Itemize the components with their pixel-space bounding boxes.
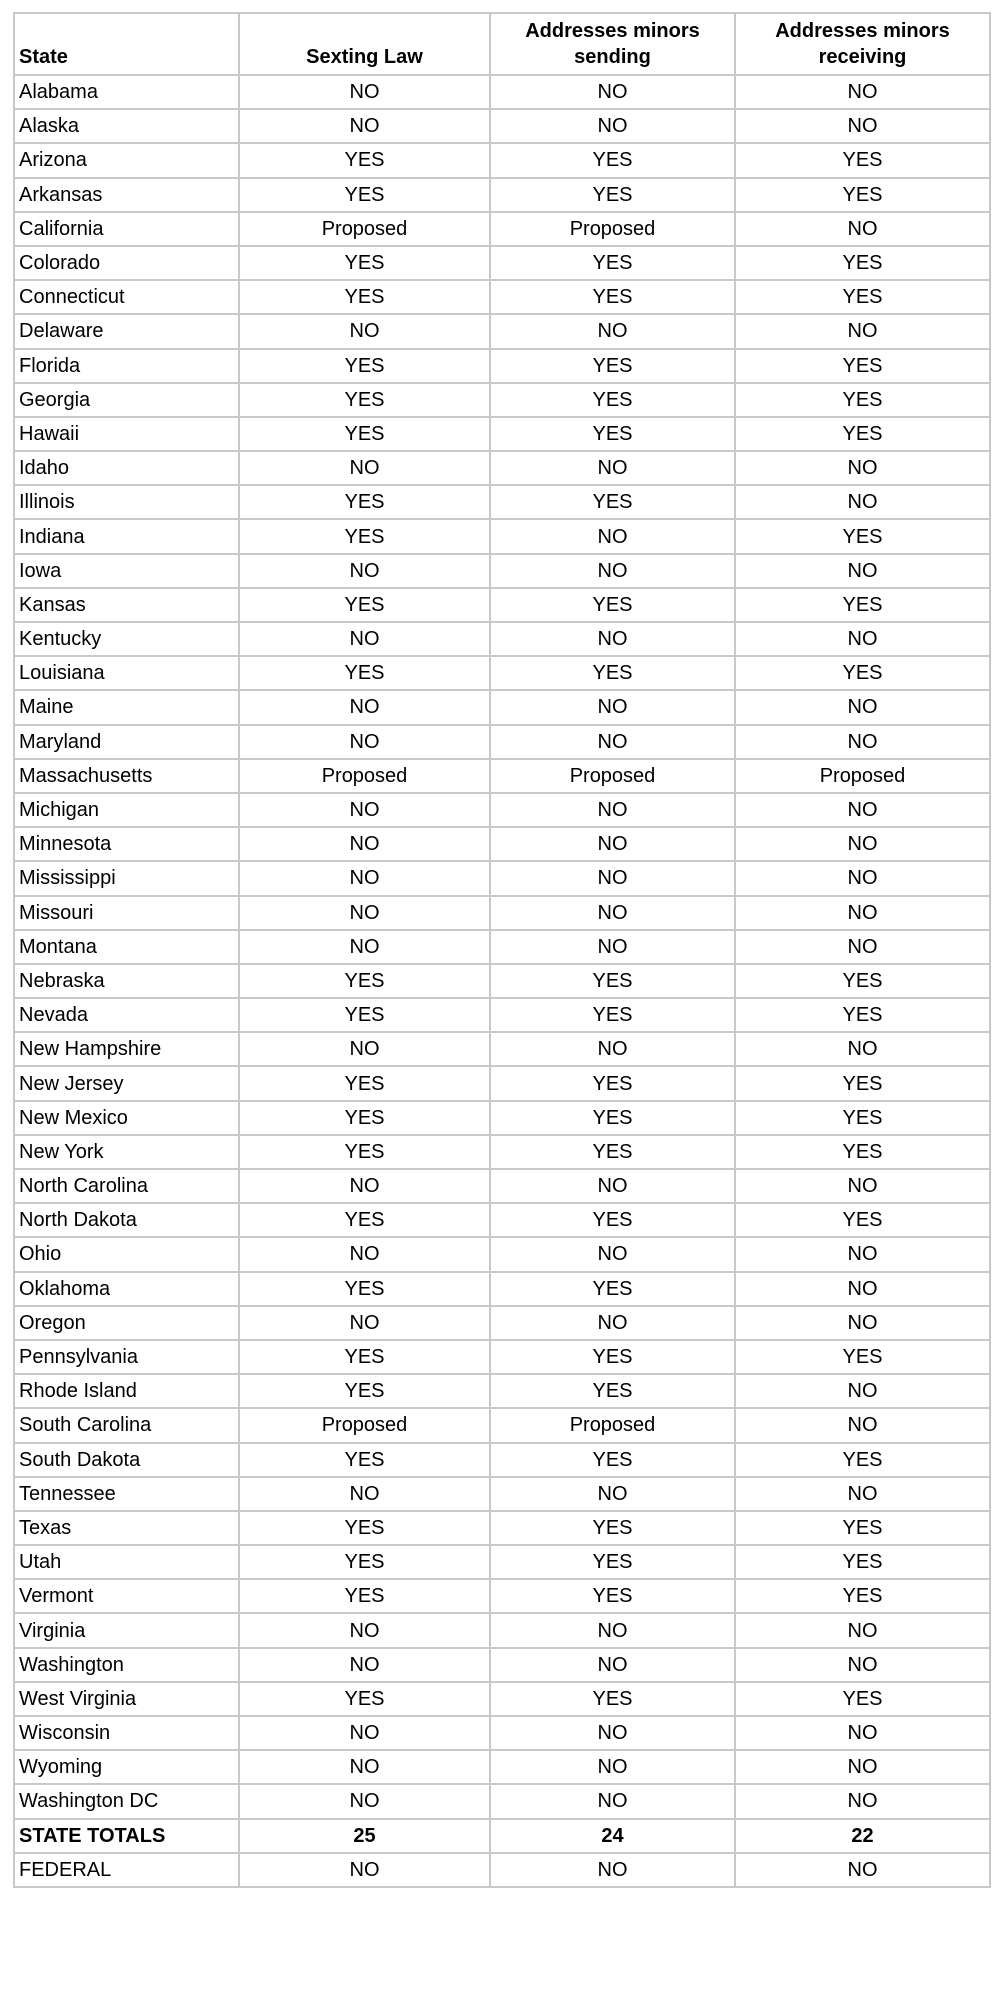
- minors-sending-cell: NO: [490, 1750, 735, 1784]
- table-row: [14, 246, 990, 280]
- state-cell: Kansas: [14, 588, 239, 622]
- minors-sending-cell: YES: [490, 1066, 735, 1100]
- minors-sending-cell: YES: [490, 485, 735, 519]
- table-row: [14, 1545, 990, 1579]
- sexting-law-cell: YES: [239, 1545, 490, 1579]
- table-row: [14, 622, 990, 656]
- table-row: [14, 1511, 990, 1545]
- state-cell: Arkansas: [14, 178, 239, 212]
- minors-sending-cell: NO: [490, 451, 735, 485]
- minors-sending-cell: YES: [490, 964, 735, 998]
- state-cell: Kentucky: [14, 622, 239, 656]
- table-row: [14, 212, 990, 246]
- minors-sending-cell: YES: [490, 1579, 735, 1613]
- minors-receiving-cell: NO: [735, 1272, 990, 1306]
- table-row: [14, 1477, 990, 1511]
- minors-sending-cell: NO: [490, 314, 735, 348]
- minors-receiving-cell: Proposed: [735, 759, 990, 793]
- table-row: [14, 1408, 990, 1442]
- table-row: [14, 109, 990, 143]
- minors-sending-cell: NO: [490, 1169, 735, 1203]
- minors-receiving-cell: NO: [735, 861, 990, 895]
- sexting-law-cell: YES: [239, 349, 490, 383]
- minors-sending-cell: YES: [490, 1682, 735, 1716]
- table-row: [14, 998, 990, 1032]
- minors-sending-cell: NO: [490, 1613, 735, 1647]
- table-row: [14, 1066, 990, 1100]
- table-row: [14, 417, 990, 451]
- minors-sending-cell: NO: [490, 861, 735, 895]
- state-cell: Washington: [14, 1648, 239, 1682]
- sexting-law-cell: YES: [239, 1066, 490, 1100]
- sexting-law-cell: NO: [239, 930, 490, 964]
- minors-receiving-cell: NO: [735, 1477, 990, 1511]
- sexting-law-cell: NO: [239, 725, 490, 759]
- state-cell: North Dakota: [14, 1203, 239, 1237]
- minors-sending-cell: NO: [490, 1477, 735, 1511]
- minors-receiving-cell: YES: [735, 246, 990, 280]
- minors-receiving-cell: NO: [735, 1169, 990, 1203]
- table-row: [14, 1101, 990, 1135]
- sexting-law-cell: NO: [239, 1237, 490, 1271]
- minors-receiving-cell: YES: [735, 1545, 990, 1579]
- federal-label: FEDERAL: [14, 1853, 239, 1887]
- minors-receiving-cell: YES: [735, 417, 990, 451]
- table-row: [14, 827, 990, 861]
- minors-receiving-cell: NO: [735, 1306, 990, 1340]
- minors-receiving-cell: YES: [735, 1443, 990, 1477]
- minors-sending-cell: YES: [490, 383, 735, 417]
- sexting-law-cell: NO: [239, 1716, 490, 1750]
- state-cell: Connecticut: [14, 280, 239, 314]
- minors-receiving-cell: YES: [735, 383, 990, 417]
- totals-minors-sending: 24: [490, 1819, 735, 1853]
- sexting-law-table-container: [13, 12, 991, 1888]
- minors-receiving-cell: YES: [735, 1682, 990, 1716]
- state-cell: Alaska: [14, 109, 239, 143]
- sexting-law-cell: Proposed: [239, 212, 490, 246]
- state-cell: New Jersey: [14, 1066, 239, 1100]
- table-row: [14, 314, 990, 348]
- table-row: [14, 725, 990, 759]
- minors-sending-cell: Proposed: [490, 759, 735, 793]
- table-row: [14, 143, 990, 177]
- state-cell: South Dakota: [14, 1443, 239, 1477]
- minors-receiving-cell: YES: [735, 964, 990, 998]
- state-cell: Alabama: [14, 75, 239, 109]
- state-cell: New York: [14, 1135, 239, 1169]
- state-cell: Nebraska: [14, 964, 239, 998]
- sexting-law-cell: Proposed: [239, 1408, 490, 1442]
- minors-receiving-cell: NO: [735, 690, 990, 724]
- state-cell: South Carolina: [14, 1408, 239, 1442]
- sexting-law-cell: NO: [239, 451, 490, 485]
- minors-sending-cell: YES: [490, 1545, 735, 1579]
- state-cell: Idaho: [14, 451, 239, 485]
- state-cell: Colorado: [14, 246, 239, 280]
- state-cell: Iowa: [14, 554, 239, 588]
- minors-sending-cell: NO: [490, 75, 735, 109]
- table-row: [14, 1203, 990, 1237]
- sexting-law-cell: YES: [239, 1511, 490, 1545]
- table-row: [14, 1750, 990, 1784]
- minors-sending-cell: NO: [490, 827, 735, 861]
- header-minors-receiving: Addresses minors receiving: [735, 13, 990, 75]
- sexting-law-cell: YES: [239, 417, 490, 451]
- minors-receiving-cell: YES: [735, 1066, 990, 1100]
- state-cell: Florida: [14, 349, 239, 383]
- header-sexting-law: Sexting Law: [239, 13, 490, 75]
- sexting-law-cell: YES: [239, 1135, 490, 1169]
- minors-receiving-cell: YES: [735, 143, 990, 177]
- table-row: [14, 1374, 990, 1408]
- minors-sending-cell: NO: [490, 793, 735, 827]
- minors-receiving-cell: NO: [735, 451, 990, 485]
- state-cell: Virginia: [14, 1613, 239, 1647]
- table-row: [14, 690, 990, 724]
- minors-receiving-cell: YES: [735, 998, 990, 1032]
- state-cell: Minnesota: [14, 827, 239, 861]
- minors-receiving-cell: NO: [735, 212, 990, 246]
- table-row: [14, 1716, 990, 1750]
- table-row: [14, 1169, 990, 1203]
- table-row: [14, 519, 990, 553]
- sexting-law-cell: NO: [239, 1613, 490, 1647]
- state-cell: Delaware: [14, 314, 239, 348]
- minors-sending-cell: NO: [490, 1648, 735, 1682]
- state-cell: Oklahoma: [14, 1272, 239, 1306]
- minors-receiving-cell: YES: [735, 519, 990, 553]
- state-cell: Wisconsin: [14, 1716, 239, 1750]
- minors-sending-cell: NO: [490, 930, 735, 964]
- table-row: [14, 485, 990, 519]
- table-row: [14, 1579, 990, 1613]
- header-state: State: [14, 13, 239, 75]
- table-row: [14, 1784, 990, 1818]
- sexting-law-cell: NO: [239, 1477, 490, 1511]
- state-cell: West Virginia: [14, 1682, 239, 1716]
- minors-sending-cell: YES: [490, 417, 735, 451]
- sexting-law-cell: NO: [239, 314, 490, 348]
- minors-receiving-cell: NO: [735, 1613, 990, 1647]
- minors-receiving-cell: NO: [735, 1032, 990, 1066]
- minors-sending-cell: YES: [490, 656, 735, 690]
- minors-sending-cell: NO: [490, 1784, 735, 1818]
- minors-receiving-cell: NO: [735, 827, 990, 861]
- state-cell: Arizona: [14, 143, 239, 177]
- totals-sexting-law: 25: [239, 1819, 490, 1853]
- minors-receiving-cell: NO: [735, 1374, 990, 1408]
- sexting-law-cell: YES: [239, 656, 490, 690]
- minors-sending-cell: Proposed: [490, 212, 735, 246]
- minors-sending-cell: YES: [490, 280, 735, 314]
- sexting-law-cell: NO: [239, 1648, 490, 1682]
- sexting-law-cell: Proposed: [239, 759, 490, 793]
- minors-sending-cell: YES: [490, 1101, 735, 1135]
- minors-receiving-cell: YES: [735, 1135, 990, 1169]
- sexting-law-cell: YES: [239, 143, 490, 177]
- federal-minors-receiving: NO: [735, 1853, 990, 1887]
- sexting-law-cell: YES: [239, 1682, 490, 1716]
- table-body: [14, 75, 990, 1819]
- minors-sending-cell: YES: [490, 1203, 735, 1237]
- minors-sending-cell: YES: [490, 143, 735, 177]
- minors-sending-cell: NO: [490, 896, 735, 930]
- state-cell: Georgia: [14, 383, 239, 417]
- state-cell: Indiana: [14, 519, 239, 553]
- sexting-law-cell: NO: [239, 622, 490, 656]
- table-row: [14, 588, 990, 622]
- state-cell: Ohio: [14, 1237, 239, 1271]
- table-row: [14, 1237, 990, 1271]
- sexting-law-cell: YES: [239, 588, 490, 622]
- minors-sending-cell: YES: [490, 349, 735, 383]
- table-row: [14, 1682, 990, 1716]
- minors-sending-cell: NO: [490, 1716, 735, 1750]
- sexting-law-cell: NO: [239, 1032, 490, 1066]
- state-cell: Maryland: [14, 725, 239, 759]
- sexting-law-cell: NO: [239, 896, 490, 930]
- sexting-law-cell: YES: [239, 246, 490, 280]
- sexting-law-cell: YES: [239, 1101, 490, 1135]
- minors-sending-cell: NO: [490, 519, 735, 553]
- state-cell: Tennessee: [14, 1477, 239, 1511]
- minors-sending-cell: YES: [490, 1443, 735, 1477]
- minors-receiving-cell: NO: [735, 896, 990, 930]
- minors-receiving-cell: NO: [735, 75, 990, 109]
- table-row: [14, 554, 990, 588]
- table-row: [14, 1613, 990, 1647]
- sexting-law-cell: NO: [239, 75, 490, 109]
- state-cell: Vermont: [14, 1579, 239, 1613]
- state-cell: California: [14, 212, 239, 246]
- minors-sending-cell: Proposed: [490, 1408, 735, 1442]
- sexting-law-cell: YES: [239, 1340, 490, 1374]
- sexting-law-cell: YES: [239, 519, 490, 553]
- state-cell: Maine: [14, 690, 239, 724]
- table-row: [14, 1443, 990, 1477]
- sexting-law-cell: YES: [239, 964, 490, 998]
- sexting-law-cell: YES: [239, 383, 490, 417]
- sexting-law-cell: NO: [239, 1306, 490, 1340]
- federal-sexting-law: NO: [239, 1853, 490, 1887]
- state-cell: Missouri: [14, 896, 239, 930]
- minors-receiving-cell: NO: [735, 1408, 990, 1442]
- state-cell: Texas: [14, 1511, 239, 1545]
- sexting-law-cell: NO: [239, 827, 490, 861]
- state-cell: Massachusetts: [14, 759, 239, 793]
- minors-receiving-cell: NO: [735, 1750, 990, 1784]
- minors-sending-cell: NO: [490, 109, 735, 143]
- minors-receiving-cell: NO: [735, 1237, 990, 1271]
- minors-receiving-cell: NO: [735, 554, 990, 588]
- minors-receiving-cell: NO: [735, 1784, 990, 1818]
- minors-receiving-cell: NO: [735, 622, 990, 656]
- minors-receiving-cell: YES: [735, 178, 990, 212]
- table-row: [14, 759, 990, 793]
- minors-sending-cell: NO: [490, 554, 735, 588]
- state-cell: Utah: [14, 1545, 239, 1579]
- minors-sending-cell: NO: [490, 622, 735, 656]
- minors-sending-cell: NO: [490, 725, 735, 759]
- minors-receiving-cell: YES: [735, 1101, 990, 1135]
- minors-sending-cell: YES: [490, 1272, 735, 1306]
- table-row: [14, 861, 990, 895]
- state-cell: Wyoming: [14, 1750, 239, 1784]
- sexting-law-cell: NO: [239, 554, 490, 588]
- minors-receiving-cell: YES: [735, 280, 990, 314]
- state-cell: Washington DC: [14, 1784, 239, 1818]
- totals-row: [14, 1819, 990, 1853]
- minors-receiving-cell: YES: [735, 1511, 990, 1545]
- minors-sending-cell: YES: [490, 998, 735, 1032]
- sexting-law-cell: YES: [239, 1203, 490, 1237]
- table-row: [14, 349, 990, 383]
- state-cell: Nevada: [14, 998, 239, 1032]
- sexting-law-cell: YES: [239, 1443, 490, 1477]
- totals-minors-receiving: 22: [735, 1819, 990, 1853]
- sexting-law-cell: NO: [239, 109, 490, 143]
- minors-sending-cell: YES: [490, 1374, 735, 1408]
- table-row: [14, 383, 990, 417]
- minors-receiving-cell: YES: [735, 1579, 990, 1613]
- sexting-law-cell: YES: [239, 280, 490, 314]
- state-cell: Illinois: [14, 485, 239, 519]
- table-row: [14, 75, 990, 109]
- table-row: [14, 930, 990, 964]
- sexting-law-cell: YES: [239, 1374, 490, 1408]
- sexting-law-cell: NO: [239, 793, 490, 827]
- minors-receiving-cell: NO: [735, 930, 990, 964]
- minors-sending-cell: YES: [490, 246, 735, 280]
- minors-receiving-cell: YES: [735, 588, 990, 622]
- state-cell: Rhode Island: [14, 1374, 239, 1408]
- sexting-law-table: [13, 12, 991, 1888]
- minors-sending-cell: NO: [490, 690, 735, 724]
- table-row: [14, 1272, 990, 1306]
- sexting-law-cell: YES: [239, 178, 490, 212]
- minors-receiving-cell: YES: [735, 1340, 990, 1374]
- minors-receiving-cell: YES: [735, 1203, 990, 1237]
- minors-sending-cell: YES: [490, 1511, 735, 1545]
- table-row: [14, 793, 990, 827]
- sexting-law-cell: YES: [239, 485, 490, 519]
- state-cell: Pennsylvania: [14, 1340, 239, 1374]
- table-row: [14, 1340, 990, 1374]
- table-row: [14, 1648, 990, 1682]
- minors-sending-cell: NO: [490, 1237, 735, 1271]
- table-row: [14, 964, 990, 998]
- totals-label: STATE TOTALS: [14, 1819, 239, 1853]
- minors-receiving-cell: NO: [735, 793, 990, 827]
- minors-sending-cell: YES: [490, 1135, 735, 1169]
- minors-sending-cell: YES: [490, 1340, 735, 1374]
- header-minors-sending: Addresses minors sending: [490, 13, 735, 75]
- sexting-law-cell: NO: [239, 861, 490, 895]
- header-row: [14, 13, 990, 75]
- state-cell: Montana: [14, 930, 239, 964]
- minors-receiving-cell: NO: [735, 1716, 990, 1750]
- minors-sending-cell: YES: [490, 588, 735, 622]
- table-row: [14, 451, 990, 485]
- state-cell: Hawaii: [14, 417, 239, 451]
- state-cell: Oregon: [14, 1306, 239, 1340]
- table-row: [14, 178, 990, 212]
- table-row: [14, 1032, 990, 1066]
- minors-receiving-cell: YES: [735, 656, 990, 690]
- sexting-law-cell: NO: [239, 1169, 490, 1203]
- minors-receiving-cell: NO: [735, 485, 990, 519]
- federal-row: [14, 1853, 990, 1887]
- sexting-law-cell: YES: [239, 1579, 490, 1613]
- minors-receiving-cell: NO: [735, 109, 990, 143]
- table-row: [14, 280, 990, 314]
- table-row: [14, 1135, 990, 1169]
- state-cell: New Hampshire: [14, 1032, 239, 1066]
- minors-sending-cell: NO: [490, 1306, 735, 1340]
- federal-minors-sending: NO: [490, 1853, 735, 1887]
- state-cell: New Mexico: [14, 1101, 239, 1135]
- state-cell: Michigan: [14, 793, 239, 827]
- minors-receiving-cell: NO: [735, 1648, 990, 1682]
- state-cell: Louisiana: [14, 656, 239, 690]
- sexting-law-cell: YES: [239, 1272, 490, 1306]
- minors-receiving-cell: YES: [735, 349, 990, 383]
- table-row: [14, 896, 990, 930]
- state-cell: North Carolina: [14, 1169, 239, 1203]
- sexting-law-cell: NO: [239, 1750, 490, 1784]
- minors-sending-cell: YES: [490, 178, 735, 212]
- minors-sending-cell: NO: [490, 1032, 735, 1066]
- sexting-law-cell: YES: [239, 998, 490, 1032]
- table-row: [14, 656, 990, 690]
- sexting-law-cell: NO: [239, 1784, 490, 1818]
- minors-receiving-cell: NO: [735, 314, 990, 348]
- sexting-law-cell: NO: [239, 690, 490, 724]
- minors-receiving-cell: NO: [735, 725, 990, 759]
- table-row: [14, 1306, 990, 1340]
- state-cell: Mississippi: [14, 861, 239, 895]
